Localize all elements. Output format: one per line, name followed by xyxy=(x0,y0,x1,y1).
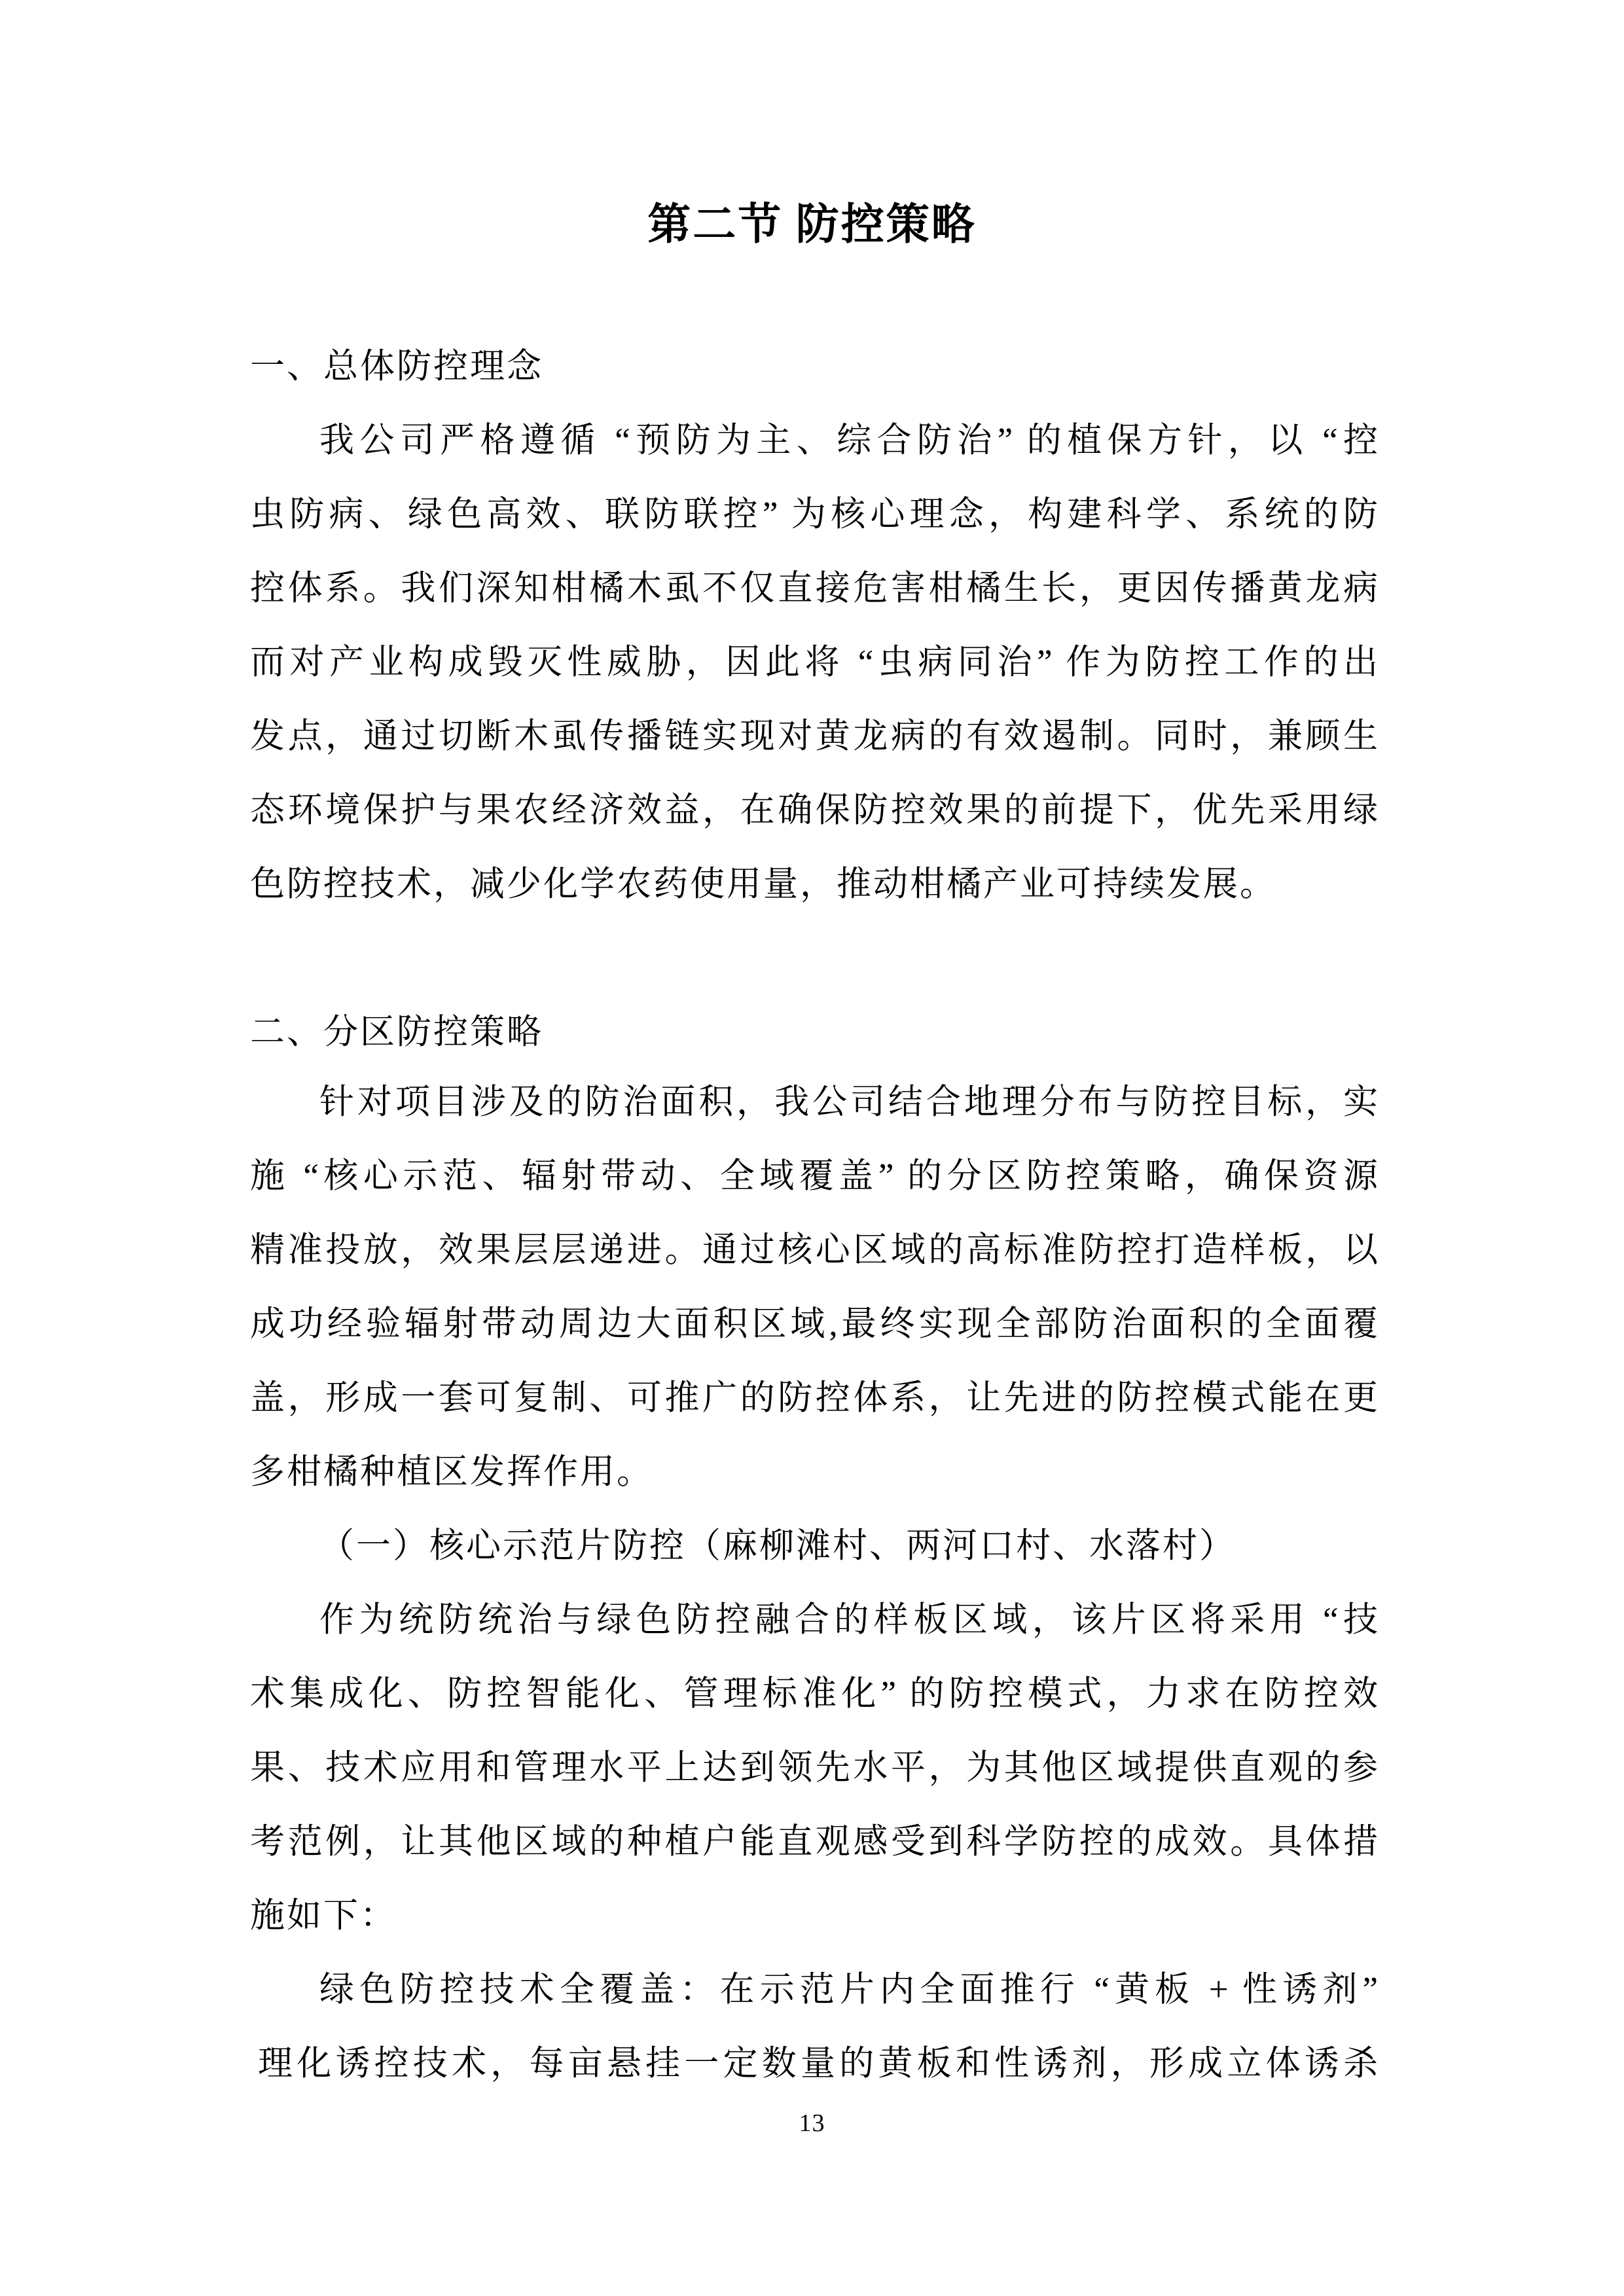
para-line: 作为统防统治与绿色防控融合的样板区域，该片区将采用 “技 xyxy=(319,1601,1378,1639)
para-line: 精准投放，效果层层递进。通过核心区域的高标准防控打造样板，以 xyxy=(250,1231,1378,1269)
para-line: 施如下： xyxy=(250,1897,397,1935)
para-line: 我公司严格遵循 “预防为主、综合防治” 的植保方针，以 “控 xyxy=(319,422,1378,459)
para-line: 虫防病、绿色高效、联防联控” 为核心理念，构建科学、系统的防 xyxy=(250,495,1378,533)
para-line: 施 “核心示范、辐射带动、全域覆盖” 的分区防控策略，确保资源 xyxy=(250,1157,1378,1195)
para-line: 考范例，让其他区域的种植户能直观感受到科学防控的成效。具体措 xyxy=(250,1823,1378,1861)
para-line: 而对产业构成毁灭性威胁，因此将 “虫病同治” 作为防控工作的出 xyxy=(250,643,1378,681)
para-line: 控体系。我们深知柑橘木虱不仅直接危害柑橘生长，更因传播黄龙病 xyxy=(250,569,1378,607)
heading-1: 一、总体防控理念 xyxy=(250,348,543,386)
para-line: 术集成化、防控智能化、管理标准化” 的防控模式，力求在防控效 xyxy=(250,1675,1378,1713)
para-line: 成功经验辐射带动周边大面积区域,最终实现全部防治面积的全面覆 xyxy=(250,1305,1378,1343)
para-line: 果、技术应用和管理水平上达到领先水平，为其他区域提供直观的参 xyxy=(250,1749,1378,1787)
para-line: 色防控技术，减少化学农药使用量，推动柑橘产业可持续发展。 xyxy=(250,865,1276,903)
subheading-1: （一）核心示范片防控（麻柳滩村、两河口村、水落村） xyxy=(319,1527,1236,1565)
para-line: 绿色防控技术全覆盖：在示范片内全面推行 “黄板 + 性诱剂” xyxy=(319,1971,1378,2009)
section-title: 第二节 防控策略 xyxy=(647,201,977,249)
para-line: 多柑橘种植区发挥作用。 xyxy=(250,1453,653,1491)
para-line: 针对项目涉及的防治面积，我公司结合地理分布与防控目标，实 xyxy=(319,1083,1378,1121)
heading-2: 二、分区防控策略 xyxy=(250,1013,543,1051)
para-line: 态环境保护与果农经济效益，在确保防控效果的前提下，优先采用绿 xyxy=(250,791,1378,829)
para-line: 发点，通过切断木虱传播链实现对黄龙病的有效遏制。同时，兼顾生 xyxy=(250,717,1378,755)
para-line: 盖，形成一套可复制、可推广的防控体系，让先进的防控模式能在更 xyxy=(250,1379,1378,1417)
para-line: 理化诱控技术，每亩悬挂一定数量的黄板和性诱剂，形成立体诱杀 xyxy=(258,2045,1378,2083)
page-number: 13 xyxy=(799,2109,825,2137)
